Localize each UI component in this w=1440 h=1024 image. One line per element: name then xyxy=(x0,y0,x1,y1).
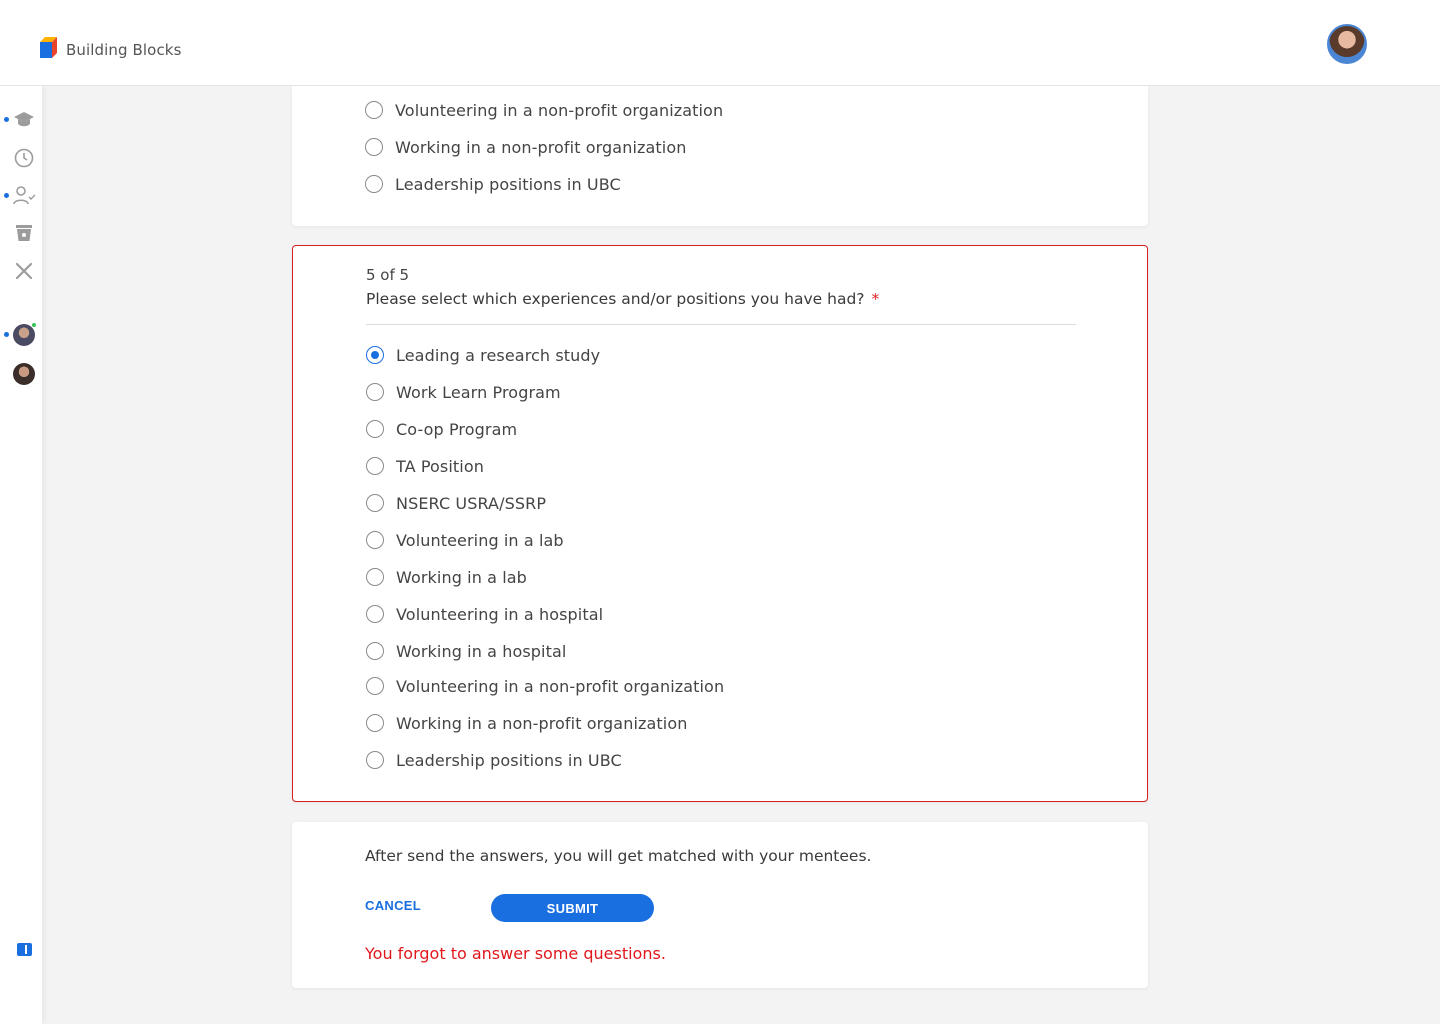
option-item[interactable] xyxy=(366,492,546,514)
divider xyxy=(366,324,1076,325)
option-label: Co-op Program xyxy=(396,419,518,439)
radio-button[interactable] xyxy=(366,605,384,623)
top-bar xyxy=(0,0,1440,86)
option-label: Volunteering in a hospital xyxy=(396,604,604,624)
radio-button[interactable] xyxy=(365,101,383,119)
radio-button[interactable] xyxy=(365,138,383,156)
option-label: TA Position xyxy=(396,456,484,476)
graduation-cap-icon[interactable] xyxy=(12,108,36,132)
option-item[interactable] xyxy=(366,566,527,588)
option-label: Work Learn Program xyxy=(396,382,561,402)
cancel-button[interactable]: CANCEL xyxy=(365,898,421,913)
option-label: Working in a non-profit organization xyxy=(396,713,688,733)
unread-dot xyxy=(4,332,9,337)
clock-icon[interactable] xyxy=(12,146,36,170)
contact-avatar-1[interactable] xyxy=(12,323,36,347)
question-text xyxy=(366,290,879,308)
required-marker: * xyxy=(871,290,880,308)
info-text: After send the answers, you will get matched with your mentees. xyxy=(365,847,872,865)
radio-button[interactable] xyxy=(366,457,384,475)
option-label: Working in a hospital xyxy=(396,641,567,661)
app-name: Building Blocks xyxy=(66,41,182,59)
option-item[interactable] xyxy=(366,640,566,662)
option-item[interactable] xyxy=(366,712,687,734)
submit-card xyxy=(292,822,1148,988)
option-item[interactable] xyxy=(365,136,686,158)
avatar xyxy=(13,363,35,385)
radio-button[interactable] xyxy=(365,175,383,193)
option-item[interactable] xyxy=(365,99,723,121)
question-counter: 5 of 5 xyxy=(366,266,410,284)
radio-button[interactable] xyxy=(366,714,384,732)
previous-question-card xyxy=(292,86,1148,226)
option-item[interactable] xyxy=(366,344,600,366)
cube-logo-icon xyxy=(36,36,60,64)
option-item[interactable] xyxy=(366,455,484,477)
unread-dot xyxy=(4,117,9,122)
radio-button[interactable] xyxy=(366,494,384,512)
option-label: Leadership positions in UBC xyxy=(395,174,621,194)
option-label: Leading a research study xyxy=(396,345,601,365)
online-status-dot xyxy=(31,322,37,328)
option-item[interactable] xyxy=(365,173,621,195)
option-label: NSERC USRA/SSRP xyxy=(396,493,547,513)
radio-button[interactable] xyxy=(366,568,384,586)
option-label: Volunteering in a non-profit organization xyxy=(396,676,725,696)
user-avatar[interactable] xyxy=(1327,24,1367,64)
user-check-icon[interactable] xyxy=(12,183,36,207)
option-item[interactable] xyxy=(366,603,603,625)
radio-button[interactable] xyxy=(366,531,384,549)
brand[interactable] xyxy=(36,36,182,64)
option-item[interactable] xyxy=(366,418,517,440)
radio-button[interactable] xyxy=(366,677,384,695)
option-label: Working in a non-profit organization xyxy=(395,137,687,157)
contact-avatar-2[interactable] xyxy=(12,362,36,386)
radio-button[interactable] xyxy=(366,420,384,438)
option-label: Volunteering in a non-profit organization xyxy=(395,100,724,120)
cup-icon[interactable] xyxy=(12,221,36,245)
option-item[interactable] xyxy=(366,749,622,771)
option-label: Working in a lab xyxy=(396,567,527,587)
radio-button[interactable] xyxy=(366,346,384,364)
option-item[interactable] xyxy=(366,675,724,697)
option-label: Volunteering in a lab xyxy=(396,530,564,550)
radio-button[interactable] xyxy=(366,383,384,401)
panel-toggle-icon[interactable] xyxy=(12,937,36,961)
radio-button[interactable] xyxy=(366,642,384,660)
question-label: Please select which experiences and/or positions you have had? xyxy=(366,290,865,308)
option-label: Leadership positions in UBC xyxy=(396,750,622,770)
radio-button[interactable] xyxy=(366,751,384,769)
option-item[interactable] xyxy=(366,381,561,403)
question-card xyxy=(292,245,1148,802)
submit-button[interactable]: SUBMIT xyxy=(491,894,654,922)
sidebar xyxy=(0,86,42,1024)
utensils-icon[interactable] xyxy=(12,259,36,283)
option-item[interactable] xyxy=(366,529,564,551)
unread-dot xyxy=(4,193,9,198)
error-message: You forgot to answer some questions. xyxy=(365,944,666,963)
